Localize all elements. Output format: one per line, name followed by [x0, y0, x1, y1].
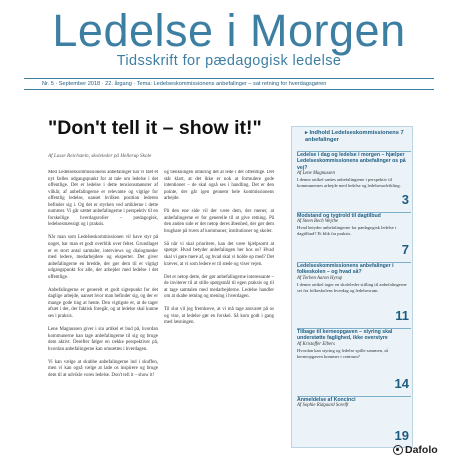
publisher-name: Dafolo	[405, 444, 438, 457]
toc-item-author: Af Steen Bech Wejrhe	[297, 219, 339, 225]
article-paragraph: Det er netop dette, der gør anbefalingerne interessante – de inviterer til at stille spørgsmål til egen praksis og til at tage samtalen med medarbejderne. Ledelse handler om at skabe retning og mening i hverdagen.	[164, 274, 274, 300]
toc-heading: ▸ Indhold Ledelseskommissionens 7 anbefalinger	[305, 130, 404, 143]
toc-item[interactable]	[297, 328, 411, 392]
toc-item-title: Tilbage til kerneopgaven – styring skal understøtte faglighed, ikke overstyre	[297, 329, 393, 342]
issue-info-bar: Nr. 5 · September 2018 · 22. årgang · Tema: Ledelseskommissionens anbefalinger – sat retning for hverdagsgøren	[24, 78, 434, 90]
article-paragraph: Vi kan vælge at skubbe anbefalingerne ind i skuffen, men vi kan også vælge at lade os inspirere og bruge dem til at udvikle vores ledelse. Don't tell it – show it!	[48, 359, 158, 378]
toc-item-author: Af Sophie Ridgaard Sorelft	[297, 403, 349, 409]
article-paragraph: og tænkningen omkring det at lede i det offentlige. Det står klart, at det ikke er nok at formulere gode intentioner – de skal også ses i handling. Det er den pointe, der går igen gennem hele kommissionens arbejde.	[164, 170, 274, 202]
arrow-right-icon: ▸	[305, 130, 310, 136]
article-column-2	[164, 170, 274, 450]
article-column-1	[48, 170, 158, 450]
article-headline: "Don't tell it – show it!"	[48, 117, 262, 139]
toc-item[interactable]	[297, 396, 411, 444]
toc-page-number: 14	[394, 376, 409, 391]
toc-item[interactable]	[297, 212, 411, 258]
toc-item[interactable]	[297, 151, 411, 208]
toc-item[interactable]	[297, 262, 411, 324]
toc-item-summary: I denne artikel tager en skoleleder stilling til anbefalingerne set fra folkeskolens hverdag og ledelsesrum.	[297, 281, 407, 293]
toc-item-author: Af Kristoffer Elbers	[297, 341, 335, 347]
article-paragraph: På den ene side vil der være dem, der mener, at anbefalingerne er for generelle til at give retning. På den anden side er det netop deres åbenhed, der gør dem brugbare på tværs af kommuner, institutioner og skoler.	[164, 209, 274, 234]
article-paragraph: Lene Magnussen giver i sin artikel et bud på, hvordan kommunerne kan tage anbefalingerne til sig og bruge dem aktivt. Derefter følger en række perspektiver på, hvordan anbefalingerne kan omsættes i hverdagen.	[48, 326, 158, 352]
table-of-contents	[291, 126, 413, 448]
publisher-logo	[393, 441, 438, 455]
toc-item-author: Af Torben Aaron Hyrup	[297, 275, 343, 281]
journal-subtitle: Tidsskrift for pædagogisk ledelse	[116, 53, 342, 69]
dafolo-logo-icon	[393, 445, 403, 455]
toc-page-number: 11	[395, 308, 409, 323]
article-paragraph: Til slut vil jeg fremhæve, at vi må tage ansvaret på os og vise, at ledelse gør en forskel. Så kom godt i gang med læsningen.	[164, 307, 274, 326]
toc-item-title: Ledelseskommissionens anbefalinger i folkeskolen – og hvad så?	[297, 263, 394, 276]
toc-item-author: Af Lene Magnussen	[297, 170, 335, 176]
toc-item-title: Ledelse i dag og ledelse i morgen – hjælper Ledelseskommissionens anbefalinger os på vej?	[297, 152, 406, 171]
toc-item-summary: I denne artikel sættes anbefalingerne i perspektiv til kommunernes arbejde med ledelse og ledelsesudvikling.	[297, 176, 401, 188]
toc-page-number: 3	[401, 192, 409, 207]
article-paragraph: Så når vi skal prioritere, kan det være hjælpsomt at spørge: Hvad betyder anbefalingen her hos os? Hvad skal vi gøre mere af, og hvad skal vi holde op med? Det kræver, at vi som ledere er til stede og viser vejen.	[164, 241, 274, 267]
toc-item-title: Anmeldelse af Koncinci	[297, 397, 356, 403]
article-paragraph: Med Ledelseskommissionens anbefalinger har vi fået et nyt fælles udgangspunkt for at tale om ledelse i det offentlige. Det er ledelse i dette tensionsmønster af vilkår, af anbefalingerne er relevante og vigtige for offentlig ledelse, uanset hvilken position lederen befinder sig i. Og det er styrken ved artiklerne i dette nummer. Vi går sættet anbefalingerne i perspektiv til en forskellige hverdagsroller – pædagogisk, ledelsesmæssigt og i praksis.	[48, 170, 158, 228]
article-paragraph: Når man som Ledelseskommissionen vil have styr på noget, har man et godt overblik over feltet. Grundlaget er et stort antal samtaler, interviews og dialogmøder med ledere, medarbejdere og eksperter. Det giver anbefalingerne en bredde, der gør dem til et vigtigt udgangspunkt for alle, der arbejder med ledelse i det offentlige.	[48, 235, 158, 280]
toc-page-number: 7	[401, 242, 409, 257]
toc-page-number: 19	[394, 428, 409, 443]
article-byline: Af Lasse Reichstein, skoleleder på Hellerup Skole	[48, 153, 152, 159]
article-paragraph: Anbefalingerne er generelt et godt sigtepunkt for det daglige arbejde, uanset hvor man befinder sig, og der er mange gode ting at hente. Den vigtigste er, at de tager afsæt i det, der faktisk foregår, og at ledelse skal kunne ses i praksis.	[48, 287, 158, 319]
journal-title: Ledelse i Morgen	[52, 5, 406, 56]
toc-item-title: Modstand og tygtrold til dagtilbud	[297, 213, 381, 219]
toc-item-summary: Hvad betyder anbefalingerne for pædagogisk ledelse i dagtilbud? Et blik fra praksis.	[297, 225, 397, 237]
masthead	[0, 0, 458, 74]
toc-item-summary: Hvordan kan styring og ledelse spille sammen, så kerneopgaven kommer i centrum?	[297, 347, 389, 359]
